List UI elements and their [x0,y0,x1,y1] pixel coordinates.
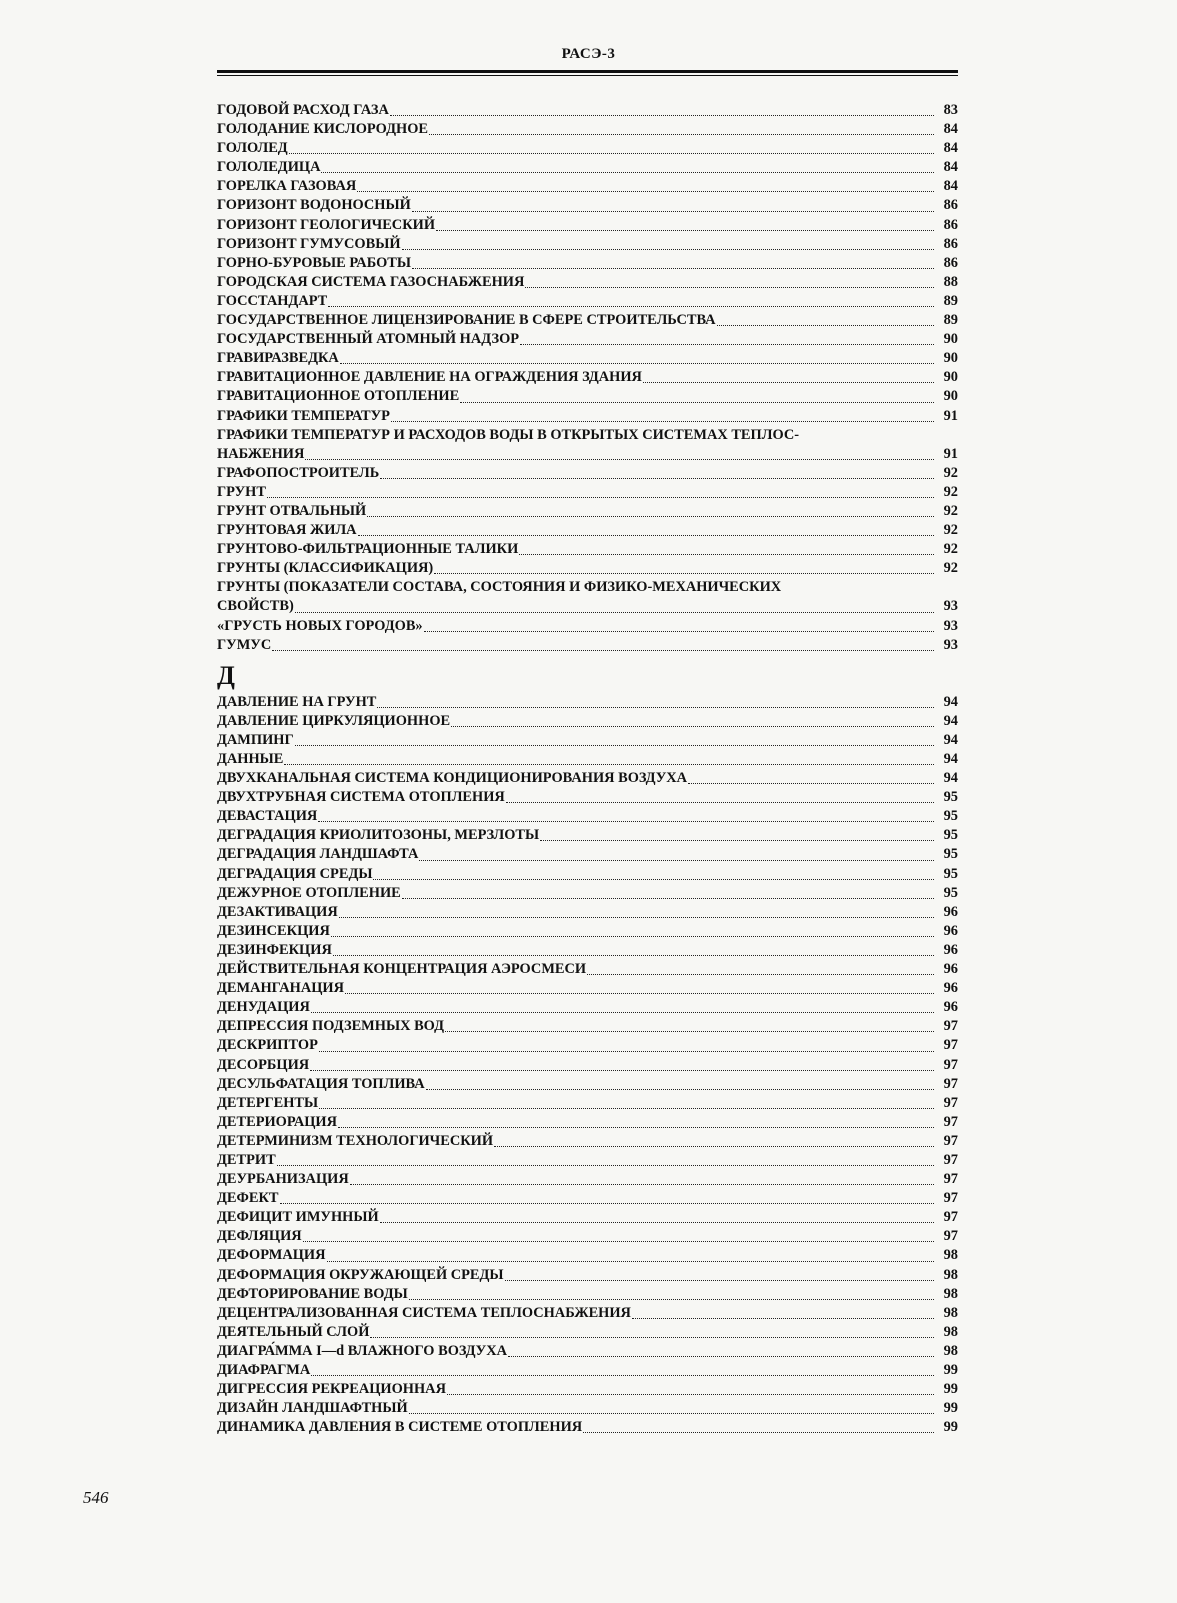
index-entry [217,960,958,979]
entry-term: ДВУХКАНАЛЬНАЯ СИСТЕМА КОНДИЦИОНИРОВАНИЯ ВОЗДУХА [217,770,688,787]
index-entry [217,216,958,235]
dot-leader [357,191,934,192]
entry-page: 99 [943,1362,958,1378]
index-entry [217,1189,958,1208]
index-entry [217,1132,958,1151]
entry-term: ДАВЛЕНИЕ НА ГРУНТ [217,693,377,710]
index-entry [217,368,958,387]
entry-term: ГРУНТ ОТВАЛЬНЫЙ [217,502,367,519]
entry-term: ГРАФИКИ ТЕМПЕРАТУР [217,407,390,424]
entry-page: 94 [943,731,958,748]
entry-page: 99 [943,1400,958,1417]
entry-term: ГРАВИТАЦИОННОЕ ДАВЛЕНИЕ НА ОГРАЖДЕНИЯ ЗДАНИЯ [217,369,642,386]
entry-term: ДЕФТОРИРОВАНИЕ ВОДЫ [217,1285,408,1302]
index-entry [217,1036,958,1055]
dot-leader [409,1299,934,1300]
dot-leader [451,726,934,727]
entry-page: 88 [943,273,958,290]
entry-page: 97 [943,1228,958,1245]
entry-page: 89 [943,292,958,309]
entry-page: 92 [943,464,958,481]
entry-term: ДЕФОРМАЦИЯ ОКРУЖАЮЩЕЙ СРЕДЫ [217,1266,504,1283]
dot-leader [328,306,934,307]
dot-leader [327,1261,935,1262]
entry-page: 94 [943,751,958,767]
index-entry [217,845,958,864]
dot-leader [426,1089,934,1090]
index-entry [217,1380,958,1399]
entry-page: 86 [943,254,958,271]
entry-page: 94 [943,712,958,729]
index-entry [217,693,958,712]
entry-term: ГОСУДАРСТВЕННОЕ ЛИЦЕНЗИРОВАНИЕ В СФЕРЕ СТРОИТЕЛЬСТВА [217,312,716,329]
index-entry [217,464,958,483]
entry-page: 97 [943,1151,958,1168]
index-entry [217,941,958,960]
section-d-entries [217,693,958,1438]
index-entry [217,1017,958,1036]
dot-leader [340,363,934,364]
entry-term: ГОРНО-БУРОВЫЕ РАБОТЫ [217,254,412,271]
dot-leader [310,1070,934,1071]
dot-leader [277,1165,934,1166]
entry-term: ГУМУС [217,636,272,653]
dot-leader [331,936,934,937]
dot-leader [321,172,934,173]
index-entry [217,884,958,903]
entry-term-line1: ГРАФИКИ ТЕМПЕРАТУР И РАСХОДОВ ВОДЫ В ОТКРЫТЫХ СИСТЕМАХ ТЕПЛОС- [217,426,799,443]
dot-leader [506,802,934,803]
entry-page: 97 [943,1075,958,1092]
entry-page: 97 [943,1037,958,1054]
entry-term: ДИЗАЙН ЛАНДШАФТНЫЙ [217,1400,408,1417]
entry-term: ДИАГРА́ММА I—d ВЛАЖНОГО ВОЗДУХА [217,1342,508,1359]
entry-page: 99 [943,1381,958,1398]
header-rule-thick [217,70,958,73]
entry-page: 95 [943,865,958,882]
index-entry [217,1361,958,1380]
index-entry [217,750,958,769]
entry-page: 97 [943,1190,958,1207]
entry-term: ДЕЗИНСЕКЦИЯ [217,922,330,939]
index-entry [217,387,958,406]
entry-term: ДЕМАНГАНАЦИЯ [217,980,345,997]
dot-leader [333,955,934,956]
entry-term: ДЕГРАДАЦИЯ СРЕДЫ [217,865,373,882]
entry-term: ДИНАМИКА ДАВЛЕНИЯ В СИСТЕМЕ ОТОПЛЕНИЯ [217,1419,583,1436]
entry-term: ДЕГРАДАЦИЯ ЛАНДШАФТА [217,846,419,863]
entry-term: ДЕНУДАЦИЯ [217,999,310,1016]
index-entry [217,158,958,177]
entry-page: 96 [943,922,958,939]
entry-term: ДЕФОРМАЦИЯ [217,1247,326,1264]
index-entry [217,196,958,215]
entry-page: 94 [943,770,958,787]
dot-leader [508,1356,934,1357]
index-entry [217,712,958,731]
entry-page: 98 [943,1266,958,1283]
index-entry [217,273,958,292]
index-entry [217,177,958,196]
dot-leader [311,1375,934,1376]
entry-term: ГОЛОДАНИЕ КИСЛОРОДНОЕ [217,121,428,138]
dot-leader [412,211,934,212]
dot-leader [525,287,934,288]
index-entry [217,1094,958,1113]
dot-leader [434,573,934,574]
entry-term: ГРУНТОВО-ФИЛЬТРАЦИОННЫЕ ТАЛИКИ [217,541,519,558]
entry-term: ДЕГРАДАЦИЯ КРИОЛИТОЗОНЫ, МЕРЗЛОТЫ [217,827,540,844]
entry-page: 99 [943,1419,958,1436]
index-entry [217,483,958,502]
entry-term: ГОЛОЛЕДИЦА [217,159,321,176]
entry-term: ДЕТЕРМИНИЗМ ТЕХНОЛОГИЧЕСКИЙ [217,1132,494,1149]
entry-term: ДЕСОРБЦИЯ [217,1056,310,1073]
entry-term: ГРАВИТАЦИОННОЕ ОТОПЛЕНИЕ [217,388,460,405]
entry-page: 91 [943,445,958,462]
index-entry [217,559,958,578]
entry-page: 98 [943,1323,958,1340]
running-header: РАСЭ-3 [561,46,616,62]
dot-leader [412,268,934,269]
dot-leader [370,1337,934,1338]
entry-page: 84 [943,140,958,157]
entry-page: 97 [943,1094,958,1111]
entry-page: 84 [943,178,958,195]
dot-leader [367,516,934,517]
dot-leader [358,535,934,536]
entry-term: ДИАФРАГМА [217,1362,311,1378]
entry-term: ДЕЗАКТИВАЦИЯ [217,903,338,920]
index-entry [217,1285,958,1304]
entry-term: ГОЛОЛЕД [217,140,288,157]
dot-leader [380,1222,934,1223]
entry-term: ДВУХТРУБНАЯ СИСТЕМА ОТОПЛЕНИЯ [217,789,505,806]
entry-page: 92 [943,502,958,519]
entry-term: ДАННЫЕ [217,751,284,767]
dot-leader [305,459,934,460]
entry-page: 95 [943,789,958,806]
entry-page: 94 [943,693,958,710]
entry-page: 92 [943,560,958,577]
index-entry [217,636,958,655]
dot-leader [391,421,934,422]
entry-term: ДЕСКРИПТОР [217,1037,318,1054]
section-letter-d: Д [217,660,235,690]
entry-page: 92 [943,522,958,539]
dot-leader [643,382,934,383]
entry-page: 95 [943,884,958,901]
entry-term: ДИГРЕССИЯ РЕКРЕАЦИОННАЯ [217,1381,446,1398]
index-entry [217,139,958,158]
index-entry-line [217,578,958,597]
dot-leader [402,898,934,899]
entry-term: СВОЙСТВ) [217,598,294,615]
index-entry [217,922,958,941]
index-entry [217,1113,958,1132]
section-g-entries [217,101,958,655]
entry-page: 92 [943,483,958,500]
index-entry [217,1418,958,1437]
index-entry [217,1227,958,1246]
dot-leader [289,153,934,154]
entry-page: 93 [943,617,958,634]
entry-term: ДЕФИЦИТ ИМУННЫЙ [217,1209,379,1226]
index-entry [217,311,958,330]
entry-page: 98 [943,1247,958,1264]
dot-leader [409,1413,934,1414]
index-entry [217,445,958,464]
index-entry [217,1323,958,1342]
entry-page: 98 [943,1342,958,1359]
dot-leader [429,134,934,135]
entry-term: «ГРУСТЬ НОВЫХ ГОРОДОВ» [217,617,423,634]
entry-page: 84 [943,121,958,138]
entry-page: 93 [943,636,958,653]
index-entry [217,1304,958,1323]
entry-page: 96 [943,999,958,1016]
entry-term: ГРУНТ [217,483,266,500]
entry-page: 96 [943,980,958,997]
index-entry-line [217,426,958,445]
entry-term: ГОРИЗОНТ ГУМУСОВЫЙ [217,235,401,252]
index-entry [217,235,958,254]
entry-term: ГОРИЗОНТ ГЕОЛОГИЧЕСКИЙ [217,216,436,233]
index-entry [217,769,958,788]
dot-leader [284,764,934,765]
index-entry [217,1266,958,1285]
entry-term: ДЕЙСТВИТЕЛЬНАЯ КОНЦЕНТРАЦИЯ АЭРОСМЕСИ [217,961,587,978]
entry-term: ДЕТРИТ [217,1151,276,1168]
entry-page: 93 [943,598,958,615]
dot-leader [390,115,934,116]
entry-term: ДЕФЕКТ [217,1190,279,1207]
entry-page: 86 [943,216,958,233]
entry-page: 86 [943,197,958,214]
dot-leader [272,650,934,651]
entry-page: 90 [943,369,958,386]
entry-page: 97 [943,1113,958,1130]
entry-term: ГОДОВОЙ РАСХОД ГАЗА [217,102,389,118]
dot-leader [402,249,934,250]
dot-leader [319,1051,934,1052]
dot-leader [447,1394,934,1395]
header-rule-thin [217,75,958,76]
index-entry [217,101,958,120]
index-entry [217,807,958,826]
entry-page: 95 [943,827,958,844]
entry-page: 89 [943,312,958,329]
index-entry [217,1151,958,1170]
index-entry [217,1342,958,1361]
entry-term: ДЕЯТЕЛЬНЫЙ СЛОЙ [217,1323,370,1340]
dot-leader [494,1146,934,1147]
index-entry [217,731,958,750]
index-entry [217,407,958,426]
index-entry [217,349,958,368]
dot-leader [540,840,934,841]
dot-leader [318,821,934,822]
entry-term: ГОРОДСКАЯ СИСТЕМА ГАЗОСНАБЖЕНИЯ [217,273,525,290]
index-entry [217,1246,958,1265]
entry-page: 83 [943,102,958,118]
entry-term: НАБЖЕНИЯ [217,445,305,462]
entry-page: 98 [943,1285,958,1302]
dot-leader [380,478,934,479]
dot-leader [520,344,934,345]
entry-term: ДЕФЛЯЦИЯ [217,1228,302,1245]
entry-page: 95 [943,846,958,863]
entry-term: ГОСУДАРСТВЕННЫЙ АТОМНЫЙ НАДЗОР [217,331,520,348]
entry-page: 84 [943,159,958,176]
index-entry [217,788,958,807]
entry-term: ДЕУРБАНИЗАЦИЯ [217,1171,349,1188]
entry-page: 90 [943,350,958,367]
entry-term: ГОССТАНДАРТ [217,292,328,309]
entry-term: ДЕЖУРНОЕ ОТОПЛЕНИЕ [217,884,401,901]
entry-term: ДАМПИНГ [217,731,294,748]
index-entry [217,865,958,884]
dot-leader [350,1184,934,1185]
dot-leader [519,554,934,555]
dot-leader [377,707,934,708]
entry-term-line1: ГРУНТЫ (ПОКАЗАТЕЛИ СОСТАВА, СОСТОЯНИЯ И ФИЗИКО-МЕХАНИЧЕСКИХ [217,579,782,596]
dot-leader [436,230,934,231]
entry-page: 91 [943,407,958,424]
entry-term: ДЕЦЕНТРАЛИЗОВАННАЯ СИСТЕМА ТЕПЛОСНАБЖЕНИЯ [217,1304,631,1321]
entry-term: ДЕВАСТАЦИЯ [217,808,318,825]
index-entry [217,617,958,636]
dot-leader [583,1432,934,1433]
entry-page: 96 [943,961,958,978]
entry-page: 86 [943,235,958,252]
entry-term: ДЕЗИНФЕКЦИЯ [217,941,332,958]
entry-page: 97 [943,1132,958,1149]
entry-page: 96 [943,903,958,920]
dot-leader [280,1203,935,1204]
entry-term: ДЕСУЛЬФАТАЦИЯ ТОПЛИВА [217,1075,425,1092]
entry-term: ГРУНТЫ (КЛАССИФИКАЦИЯ) [217,560,434,577]
dot-leader [688,783,934,784]
dot-leader [267,497,934,498]
index-entry [217,502,958,521]
entry-term: ДЕПРЕССИЯ ПОДЗЕМНЫХ ВОД [217,1018,445,1035]
dot-leader [419,860,934,861]
entry-page: 90 [943,388,958,405]
entry-page: 97 [943,1171,958,1188]
dot-leader [587,974,934,975]
entry-page: 97 [943,1018,958,1035]
index-entry [217,120,958,139]
index-entry [217,1056,958,1075]
dot-leader [311,1012,934,1013]
index-entry [217,1075,958,1094]
page-number: 546 [83,1488,109,1507]
dot-leader [295,612,934,613]
index-entry [217,597,958,616]
dot-leader [295,745,934,746]
entry-page: 96 [943,941,958,958]
dot-leader [424,631,934,632]
index-entry [217,254,958,273]
dot-leader [339,917,934,918]
entry-term: ГРАФОПОСТРОИТЕЛЬ [217,464,380,481]
index-entry [217,292,958,311]
index-entry [217,979,958,998]
index-entry [217,1208,958,1227]
entry-term: ДАВЛЕНИЕ ЦИРКУЛЯЦИОННОЕ [217,712,451,729]
index-entry [217,330,958,349]
dot-leader [373,879,934,880]
dot-leader [505,1280,934,1281]
index-entry [217,540,958,559]
dot-leader [303,1241,934,1242]
entry-page: 95 [943,808,958,825]
dot-leader [445,1031,934,1032]
dot-leader [717,325,934,326]
index-entry [217,903,958,922]
entry-term: ГОРЕЛКА ГАЗОВАЯ [217,178,357,195]
index-list [217,101,958,1437]
entry-page: 97 [943,1209,958,1226]
entry-page: 90 [943,331,958,348]
dot-leader [460,402,934,403]
index-entry [217,1170,958,1189]
entry-term: ДЕТЕРГЕНТЫ [217,1094,319,1111]
index-entry [217,521,958,540]
entry-term: ГРУНТОВАЯ ЖИЛА [217,522,357,539]
entry-term: ГРАВИРАЗВЕДКА [217,350,339,367]
entry-term: ДЕТЕРИОРАЦИЯ [217,1113,337,1130]
entry-page: 98 [943,1304,958,1321]
entry-page: 92 [943,541,958,558]
dot-leader [319,1108,934,1109]
entry-term: ГОРИЗОНТ ВОДОНОСНЫЙ [217,197,411,214]
entry-page: 97 [943,1056,958,1073]
dot-leader [632,1318,934,1319]
index-entry [217,826,958,845]
index-entry [217,998,958,1017]
dot-leader [338,1127,934,1128]
dot-leader [345,993,934,994]
index-entry [217,1399,958,1418]
